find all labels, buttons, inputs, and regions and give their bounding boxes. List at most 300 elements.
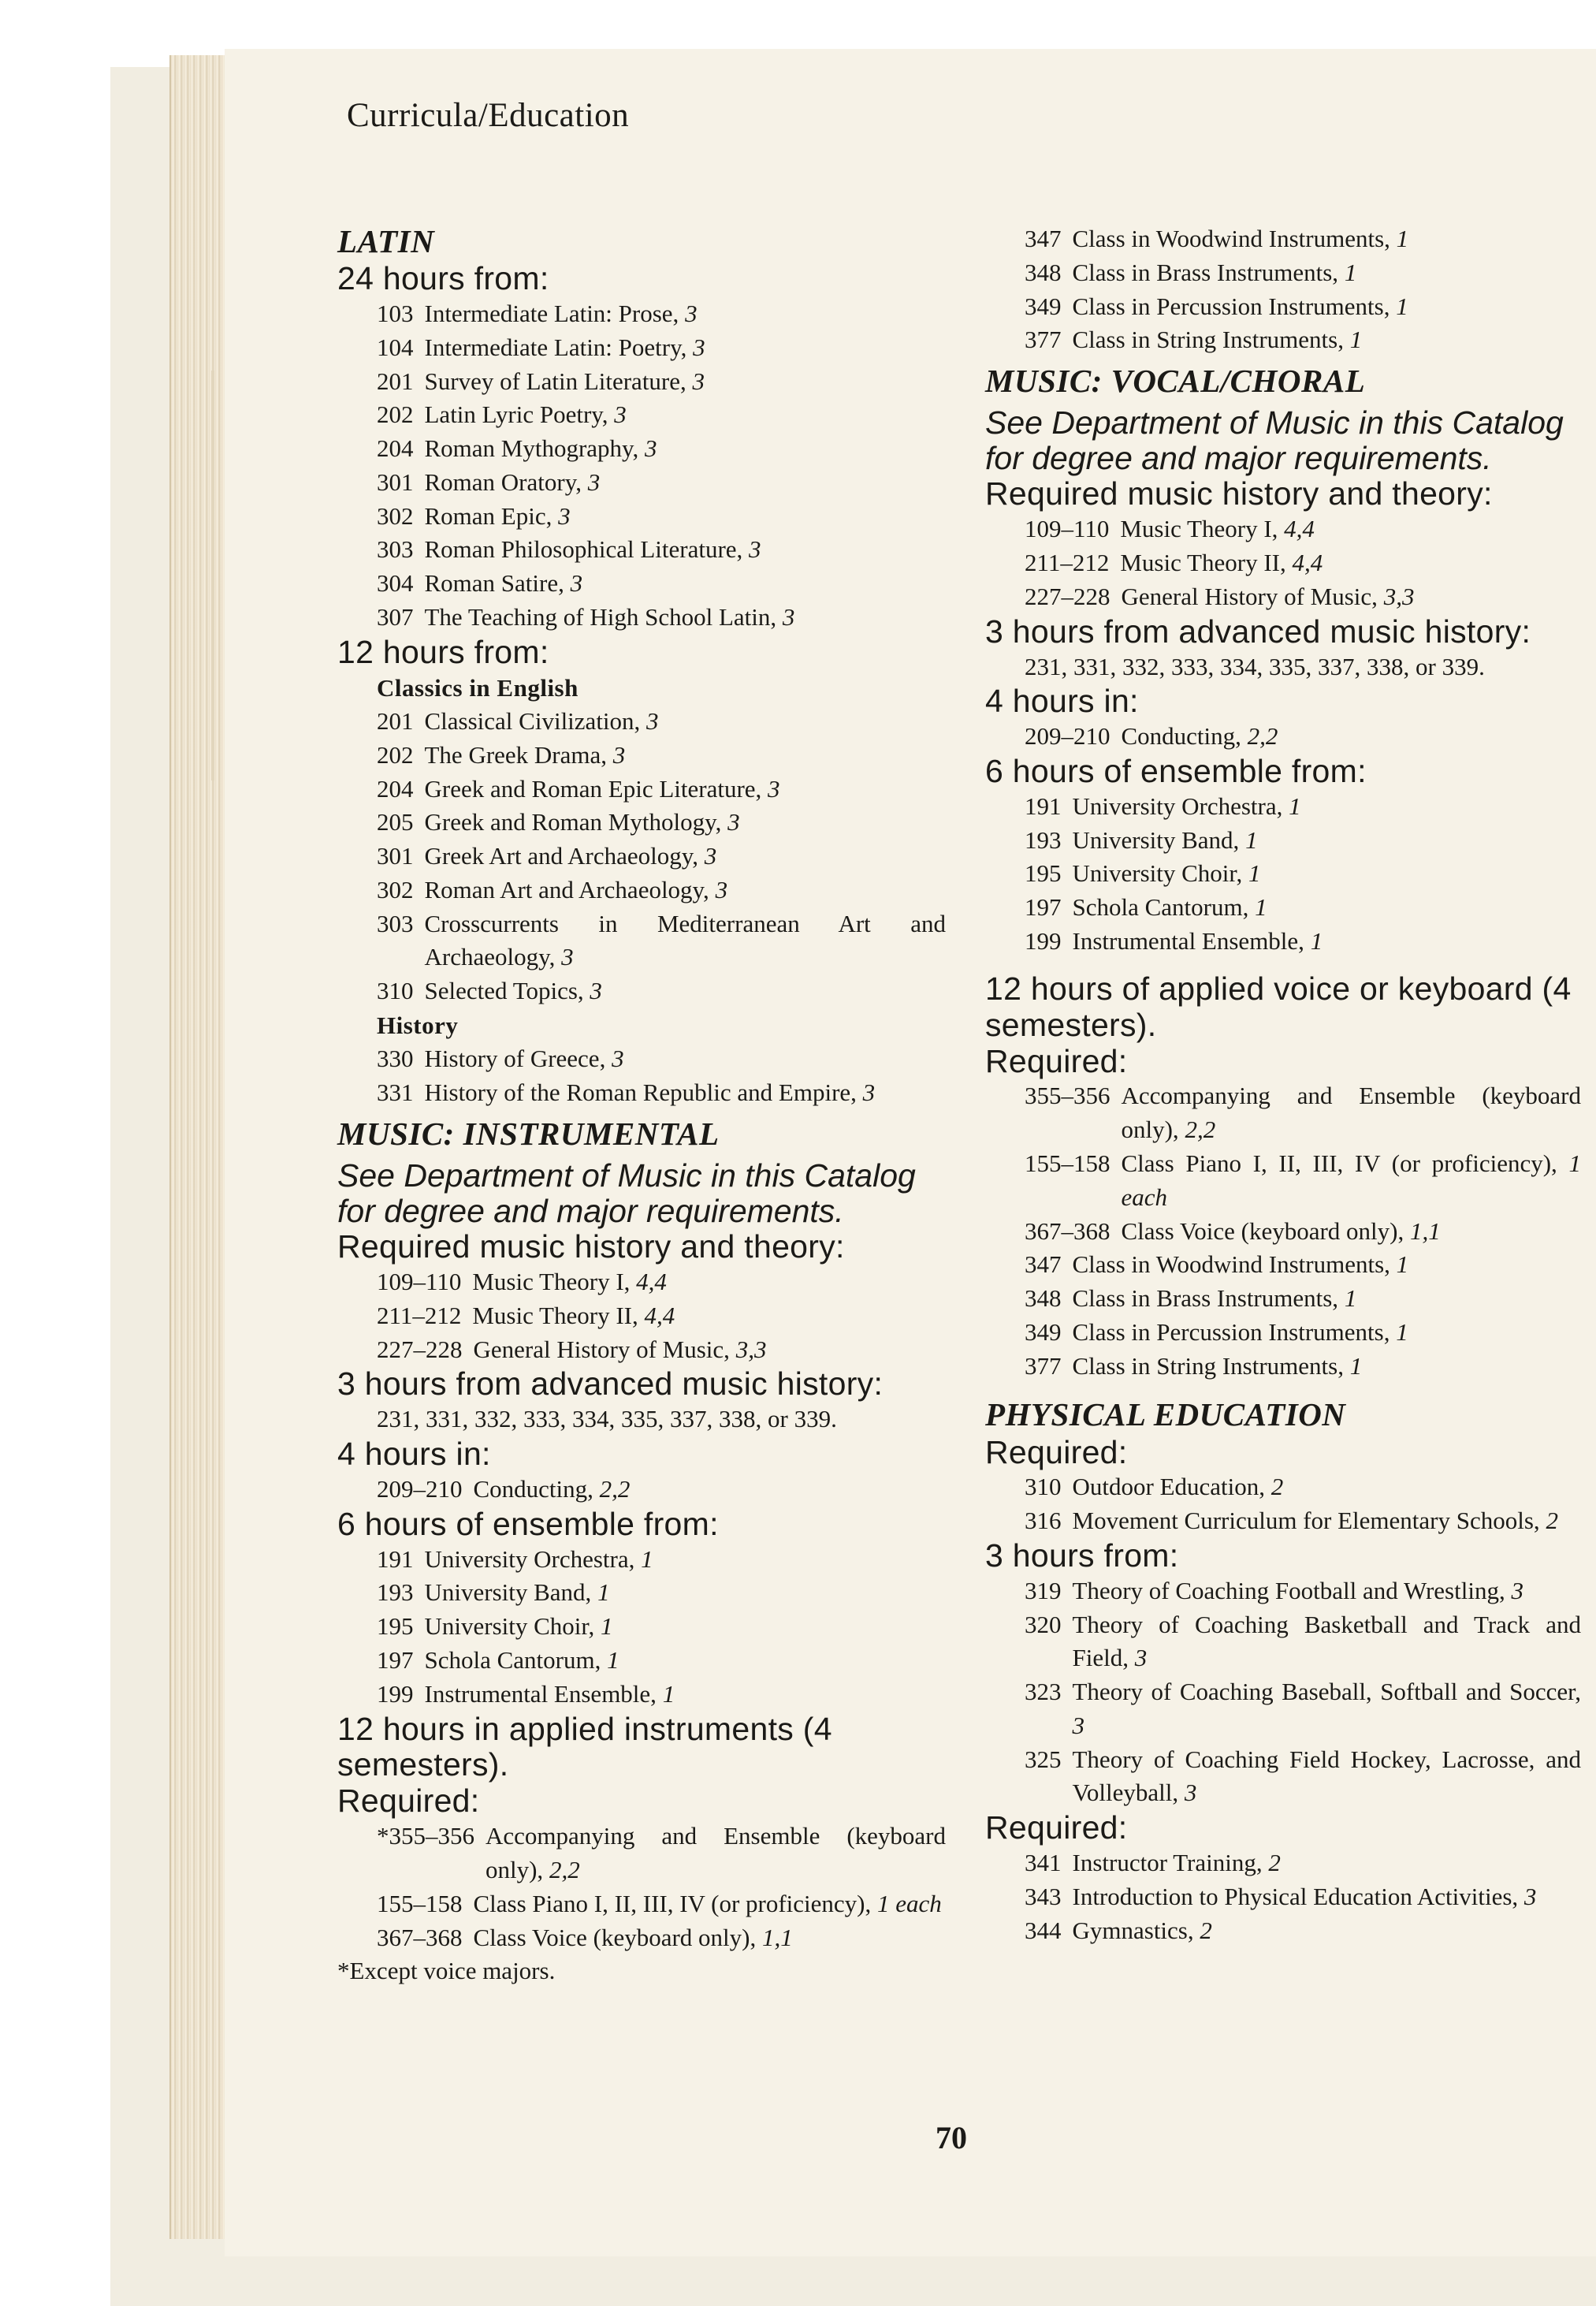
- course-title: [425, 331, 947, 365]
- course-title-text: University Choir,: [1072, 859, 1243, 888]
- course-entry: [337, 1076, 946, 1110]
- course-title: [425, 874, 947, 907]
- course-entry: [985, 546, 1581, 580]
- course-credits: 1: [662, 1679, 675, 1708]
- course-title-text: Class in Woodwind Instruments,: [1072, 225, 1390, 252]
- course-title-text: Outdoor Education,: [1072, 1473, 1266, 1501]
- course-title-text: Music Theory II,: [472, 1301, 638, 1329]
- course-credits: 3: [1184, 1779, 1197, 1807]
- course-number: 191: [377, 1544, 414, 1573]
- course-title-text: Introduction to Physical Education Activities,: [1072, 1882, 1519, 1910]
- course-number: 104: [377, 333, 414, 361]
- course-title: [472, 1265, 946, 1299]
- course-number: 304: [377, 569, 414, 598]
- course-title: [425, 533, 947, 567]
- vocal-required-label: Required:: [985, 1042, 1128, 1079]
- course-number: 204: [377, 434, 414, 463]
- course-number: 209–210: [377, 1475, 463, 1503]
- course-entry: [337, 1921, 946, 1955]
- course-number: 195: [1025, 859, 1062, 888]
- course-title-text: Class Voice (keyboard only),: [1121, 1216, 1404, 1245]
- course-title-text: Class in Brass Instruments,: [1072, 1284, 1339, 1313]
- course-number: 301: [377, 842, 414, 870]
- course-title-text: Greek and Roman Epic Literature,: [424, 774, 762, 803]
- course-credits: 3: [558, 501, 571, 530]
- course-number: 195: [377, 1612, 414, 1641]
- course-title: [425, 365, 947, 399]
- course-number: 197: [1025, 893, 1062, 922]
- course-title-text: Accompanying and Ensemble (keyboard only),: [1121, 1082, 1581, 1144]
- course-number: 367–368: [1025, 1216, 1111, 1245]
- course-entry: [985, 290, 1581, 324]
- course-title-text: University Orchestra,: [1072, 792, 1283, 820]
- vocal-cond-label: 4 hours in:: [985, 683, 1139, 720]
- course-title-text: Class Voice (keyboard only),: [473, 1923, 757, 1951]
- course-number: 349: [1025, 292, 1062, 320]
- instrumental-adv-list: 231, 331, 332, 333, 334, 335, 337, 338, or 339.: [377, 1405, 837, 1433]
- course-title-text: Classical Civilization,: [424, 707, 641, 736]
- course-credits: 3: [685, 300, 698, 328]
- course-entry: [985, 891, 1581, 925]
- course-title: [1073, 1846, 1582, 1880]
- course-number: 209–210: [1025, 722, 1111, 751]
- course-entry: [985, 1608, 1581, 1676]
- instrumental-heading: MUSIC: INSTRUMENTAL: [337, 1115, 720, 1152]
- course-number: 302: [377, 501, 414, 530]
- vocal-heading: MUSIC: VOCAL/CHORAL: [985, 363, 1366, 400]
- instrumental-applied-label: 12 hours in applied instruments (4 semesters).: [337, 1710, 832, 1783]
- right-column: [985, 222, 1581, 1947]
- course-number: 301: [377, 468, 414, 496]
- course-credits: 1: [597, 1578, 610, 1607]
- vocal-note: See Department of Music in this Catalog for degree and major requirements.: [985, 404, 1564, 477]
- course-entry: [337, 1678, 946, 1712]
- course-number: 211–212: [377, 1301, 462, 1329]
- course-credits: 3: [587, 468, 601, 496]
- course-credits: 3: [646, 707, 659, 736]
- instrumental-ens-label: 6 hours of ensemble from:: [337, 1505, 719, 1542]
- pe-from-list: [985, 1574, 1581, 1810]
- course-title-text: Intermediate Latin: Poetry,: [424, 333, 687, 361]
- course-credits: 1: [1344, 1284, 1357, 1313]
- course-entry: [985, 1147, 1581, 1215]
- course-title-text: Class in Percussion Instruments,: [1072, 1317, 1390, 1346]
- course-entry: [337, 1543, 946, 1577]
- course-number: 316: [1025, 1507, 1062, 1535]
- course-number: 348: [1025, 258, 1062, 286]
- course-number: 348: [1025, 1284, 1062, 1313]
- course-credits: 1 each: [1121, 1149, 1581, 1211]
- course-entry: [337, 1042, 946, 1076]
- course-credits: 3: [590, 977, 602, 1005]
- course-title-text: Movement Curriculum for Elementary Schools,: [1072, 1507, 1540, 1535]
- latin-history-list: [337, 1042, 946, 1110]
- course-title-text: Roman Art and Archaeology,: [424, 875, 709, 903]
- course-entry: [337, 1610, 946, 1644]
- course-credits: 3: [862, 1078, 876, 1107]
- course-credits: 2: [1268, 1849, 1281, 1877]
- course-title: [425, 466, 947, 500]
- vocal-ens-label: 6 hours of ensemble from:: [985, 752, 1367, 789]
- course-title: [425, 1576, 947, 1610]
- course-credits: 2,2: [599, 1475, 631, 1503]
- course-title: [425, 1076, 947, 1110]
- course-number: 103: [377, 300, 414, 328]
- course-title: [1073, 323, 1582, 357]
- course-title-text: University Choir,: [424, 1612, 595, 1641]
- course-credits: 1: [1255, 893, 1267, 922]
- course-number: 377: [1025, 1351, 1062, 1380]
- course-credits: 1: [1349, 1351, 1363, 1380]
- course-title: [425, 806, 947, 840]
- course-title: [425, 1543, 947, 1577]
- course-title-text: Intermediate Latin: Prose,: [424, 300, 679, 328]
- course-title-text: Accompanying and Ensemble (keyboard only),: [485, 1822, 946, 1883]
- course-entry: [337, 432, 946, 466]
- instrumental-required-label: Required:: [337, 1783, 480, 1820]
- course-credits: 2,2: [1185, 1116, 1216, 1144]
- course-title-text: Theory of Coaching Baseball, Softball and Soccer,: [1072, 1678, 1581, 1706]
- course-title-text: Instrumental Ensemble,: [1072, 926, 1304, 955]
- instrumental-cond-label: 4 hours in:: [337, 1436, 491, 1473]
- course-entry: [985, 1215, 1581, 1249]
- course-title-text: Greek and Roman Mythology,: [424, 808, 722, 836]
- footnote: *Except voice majors.: [337, 1957, 556, 1985]
- pe-req1-label: Required:: [985, 1433, 1128, 1470]
- course-credits: 3: [727, 808, 740, 836]
- course-number: 343: [1025, 1882, 1062, 1910]
- course-title: [425, 1644, 947, 1678]
- course-number: 319: [1025, 1576, 1062, 1604]
- vocal-ens-list: [985, 790, 1581, 959]
- vocal-required-list: [985, 1079, 1581, 1383]
- course-title: [425, 907, 947, 975]
- course-number: 331: [377, 1078, 414, 1107]
- course-title: [425, 974, 947, 1008]
- course-entry: [337, 1576, 946, 1610]
- course-title: [472, 1299, 946, 1333]
- course-credits: 1,1: [1410, 1216, 1441, 1245]
- course-entry: [337, 1887, 946, 1921]
- course-entry: [985, 580, 1581, 614]
- page-number: 70: [936, 2120, 967, 2155]
- course-title: [1073, 824, 1582, 858]
- instrumental-note: See Department of Music in this Catalog for degree and major requirements.: [337, 1157, 916, 1230]
- course-number: 347: [1025, 1250, 1062, 1279]
- course-entry: [985, 824, 1581, 858]
- course-entry: [985, 1675, 1581, 1743]
- latin-group2-label: 12 hours from:: [337, 633, 549, 670]
- continued-list: [985, 222, 1581, 357]
- course-number: 355–356: [1025, 1082, 1111, 1110]
- course-title-text: Class in Percussion Instruments,: [1072, 292, 1390, 320]
- vocal-cond-list: [985, 720, 1581, 754]
- binding-shadow: [211, 371, 214, 780]
- course-number: 344: [1025, 1916, 1062, 1944]
- course-credits: 1: [1248, 859, 1261, 888]
- course-title-text: Class Piano I, II, III, IV (or proficiency),: [473, 1889, 872, 1917]
- course-title-text: Roman Oratory,: [424, 468, 582, 496]
- course-title: [425, 1610, 947, 1644]
- course-title: [425, 567, 947, 601]
- course-number: 349: [1025, 1317, 1062, 1346]
- course-title-text: Schola Cantorum,: [1072, 893, 1249, 922]
- course-title: [1073, 222, 1582, 256]
- course-credits: 3: [561, 943, 574, 971]
- course-credits: 1 each: [877, 1889, 942, 1917]
- course-number: 330: [377, 1045, 414, 1073]
- course-title-text: University Band,: [1072, 825, 1240, 854]
- course-title-text: The Teaching of High School Latin,: [424, 602, 777, 631]
- course-credits: 3: [570, 569, 583, 598]
- course-entry: [985, 1079, 1581, 1147]
- course-title: [1073, 790, 1582, 824]
- left-column: [337, 222, 946, 1988]
- course-credits: 2: [1270, 1473, 1284, 1501]
- course-title: [425, 840, 947, 874]
- course-entry: [985, 1248, 1581, 1282]
- course-title: [1073, 857, 1582, 891]
- course-number: 323: [1025, 1678, 1062, 1706]
- course-number: 310: [377, 977, 414, 1005]
- course-number: 303: [377, 535, 414, 564]
- course-title-text: Music Theory II,: [1120, 549, 1286, 577]
- course-number: 202: [377, 740, 414, 769]
- course-title: [425, 500, 947, 534]
- course-credits: 2: [1546, 1507, 1558, 1535]
- course-entry: [337, 398, 946, 432]
- course-title-text: Selected Topics,: [424, 977, 584, 1005]
- pe-from-label: 3 hours from:: [985, 1537, 1179, 1574]
- course-entry: [985, 1470, 1581, 1504]
- course-entry: [985, 857, 1581, 891]
- instrumental-req-list: [337, 1265, 946, 1366]
- course-title: [1073, 1316, 1582, 1350]
- course-credits: 3: [1511, 1576, 1523, 1604]
- pe-req2-label: Required:: [985, 1809, 1128, 1846]
- course-title: [425, 601, 947, 635]
- course-credits: 3: [768, 774, 780, 803]
- course-credits: 3: [1072, 1711, 1084, 1739]
- course-credits: 1: [1396, 292, 1408, 320]
- course-credits: 3: [1134, 1644, 1148, 1672]
- course-entry: [337, 1820, 946, 1887]
- course-title-text: University Band,: [424, 1578, 592, 1607]
- course-entry: [337, 331, 946, 365]
- course-credits: 1: [1245, 825, 1258, 854]
- course-credits: 3: [1523, 1882, 1537, 1910]
- course-title: [1073, 1470, 1582, 1504]
- latin-heading: LATIN: [337, 223, 435, 259]
- course-title: [425, 398, 947, 432]
- course-title-text: Roman Epic,: [424, 501, 552, 530]
- course-title: [1122, 580, 1582, 614]
- course-title-text: Latin Lyric Poetry,: [424, 400, 608, 429]
- course-entry: [337, 500, 946, 534]
- course-title-text: Class in Brass Instruments,: [1072, 258, 1339, 286]
- course-credits: 3: [782, 602, 795, 631]
- course-title-text: Gymnastics,: [1072, 1916, 1194, 1944]
- course-title: [474, 1333, 947, 1367]
- course-entry: [985, 1282, 1581, 1316]
- course-title: [425, 773, 947, 807]
- course-number: *355–356: [377, 1822, 474, 1850]
- course-title-text: Roman Satire,: [424, 569, 564, 598]
- course-number: 205: [377, 808, 414, 836]
- vocal-adv-list: 231, 331, 332, 333, 334, 335, 337, 338, or 339.: [1025, 652, 1485, 680]
- course-entry: [337, 806, 946, 840]
- course-entry: [337, 1473, 946, 1507]
- course-credits: 1: [1396, 225, 1409, 252]
- course-credits: 1: [1289, 792, 1301, 820]
- course-title-text: Theory of Coaching Field Hockey, Lacrosse, and Volleyball,: [1072, 1745, 1581, 1807]
- course-entry: [337, 907, 946, 975]
- course-entry: [337, 466, 946, 500]
- course-title: [485, 1820, 946, 1887]
- course-title: [1073, 1282, 1582, 1316]
- course-number: 191: [1025, 792, 1062, 820]
- course-title-text: Greek Art and Archaeology,: [424, 842, 698, 870]
- course-entry: [337, 533, 946, 567]
- course-number: 227–228: [377, 1335, 463, 1363]
- course-credits: 1: [1344, 258, 1357, 286]
- vocal-adv-label: 3 hours from advanced music history:: [985, 613, 1531, 650]
- course-title: [474, 1887, 947, 1921]
- course-title-text: Crosscurrents in Mediterranean Art and Archaeology,: [424, 909, 946, 971]
- course-number: 320: [1025, 1610, 1062, 1638]
- course-entry: [985, 1914, 1581, 1948]
- course-entry: [337, 1299, 946, 1333]
- course-credits: 1: [641, 1544, 653, 1573]
- course-entry: [337, 974, 946, 1008]
- course-title: [1073, 1504, 1582, 1538]
- course-title-text: Class in Woodwind Instruments,: [1072, 1250, 1390, 1279]
- course-entry: [337, 739, 946, 773]
- course-title: [425, 297, 947, 331]
- course-title-text: History of Greece,: [424, 1045, 606, 1073]
- course-title-text: History of the Roman Republic and Empire,: [424, 1078, 857, 1107]
- course-title-text: Conducting,: [1121, 722, 1241, 751]
- course-credits: 1: [601, 1612, 613, 1641]
- running-head: Curricula/Education: [347, 97, 630, 134]
- course-credits: 4,4: [636, 1268, 667, 1296]
- course-entry: [337, 1265, 946, 1299]
- course-number: 197: [377, 1645, 414, 1674]
- course-credits: 3: [612, 740, 626, 769]
- vocal-req-label: Required music history and theory:: [985, 475, 1493, 512]
- course-title: [425, 1042, 947, 1076]
- course-title: [425, 432, 947, 466]
- course-number: 155–158: [1025, 1149, 1111, 1177]
- pe-heading: PHYSICAL EDUCATION: [985, 1396, 1346, 1433]
- course-title: [1122, 1147, 1582, 1215]
- course-credits: 3,3: [1383, 582, 1415, 610]
- course-title: [474, 1921, 947, 1955]
- course-number: 202: [377, 400, 414, 429]
- course-number: 310: [1025, 1473, 1062, 1501]
- course-credits: 1,1: [762, 1923, 793, 1951]
- course-number: 155–158: [377, 1889, 463, 1917]
- course-entry: [985, 1350, 1581, 1384]
- course-title-text: Music Theory I,: [472, 1268, 631, 1296]
- course-title: [1073, 1608, 1582, 1676]
- course-title-text: Conducting,: [473, 1475, 593, 1503]
- course-title: [1073, 1350, 1582, 1384]
- course-entry: [337, 840, 946, 874]
- course-title: [1073, 925, 1582, 959]
- course-title-text: Theory of Coaching Basketball and Track and Field,: [1072, 1610, 1581, 1672]
- course-title: [425, 1678, 947, 1712]
- course-entry: [985, 790, 1581, 824]
- course-title-text: University Orchestra,: [424, 1544, 635, 1573]
- course-title: [1073, 891, 1582, 925]
- course-credits: 1: [1349, 326, 1363, 354]
- course-number: 227–228: [1025, 582, 1111, 610]
- course-title: [1073, 1675, 1582, 1743]
- course-entry: [985, 925, 1581, 959]
- course-number: 303: [377, 909, 414, 937]
- course-title: [1122, 1215, 1582, 1249]
- course-entry: [337, 297, 946, 331]
- course-entry: [985, 1504, 1581, 1538]
- course-title-text: Schola Cantorum,: [424, 1645, 601, 1674]
- pe-req1-list: [985, 1470, 1581, 1538]
- course-entry: [985, 256, 1581, 290]
- course-number: 193: [377, 1578, 414, 1607]
- course-title-text: Survey of Latin Literature,: [424, 367, 686, 395]
- latin-group1-list: [337, 297, 946, 635]
- course-title-text: General History of Music,: [1121, 582, 1378, 610]
- course-title: [1120, 546, 1581, 580]
- course-credits: 3: [645, 434, 657, 463]
- course-number: 302: [377, 875, 414, 903]
- course-number: 325: [1025, 1745, 1062, 1773]
- course-credits: 3: [749, 535, 761, 564]
- course-credits: 4,4: [1292, 549, 1323, 577]
- course-title: [1073, 1743, 1582, 1811]
- course-title-text: Class in String Instruments,: [1072, 1351, 1344, 1380]
- course-title: [1120, 512, 1581, 546]
- course-entry: [985, 222, 1581, 256]
- course-entry: [985, 1316, 1581, 1350]
- course-credits: 3: [715, 875, 728, 903]
- course-credits: 2,2: [1247, 722, 1278, 751]
- course-entry: [337, 567, 946, 601]
- course-number: 193: [1025, 825, 1062, 854]
- course-number: 109–110: [1025, 515, 1110, 543]
- latin-subheading-history: History: [377, 1011, 459, 1039]
- course-number: 199: [377, 1679, 414, 1708]
- course-credits: 2: [1200, 1916, 1212, 1944]
- course-entry: [985, 720, 1581, 754]
- course-number: 377: [1025, 326, 1062, 354]
- course-title: [1122, 1079, 1582, 1147]
- course-entry: [985, 1743, 1581, 1811]
- latin-subheading-classics: Classics in English: [377, 673, 579, 702]
- course-number: 204: [377, 774, 414, 803]
- course-title-text: Roman Mythography,: [424, 434, 639, 463]
- course-entry: [337, 1333, 946, 1367]
- pe-req2-list: [985, 1846, 1581, 1947]
- latin-classics-list: [337, 705, 946, 1008]
- course-title: [474, 1473, 947, 1507]
- course-number: 201: [377, 707, 414, 736]
- course-credits: 3: [704, 842, 717, 870]
- instrumental-required-list: [337, 1820, 946, 1954]
- course-credits: 4,4: [1284, 515, 1315, 543]
- course-credits: 1: [1310, 926, 1323, 955]
- instrumental-cond-list: [337, 1473, 946, 1507]
